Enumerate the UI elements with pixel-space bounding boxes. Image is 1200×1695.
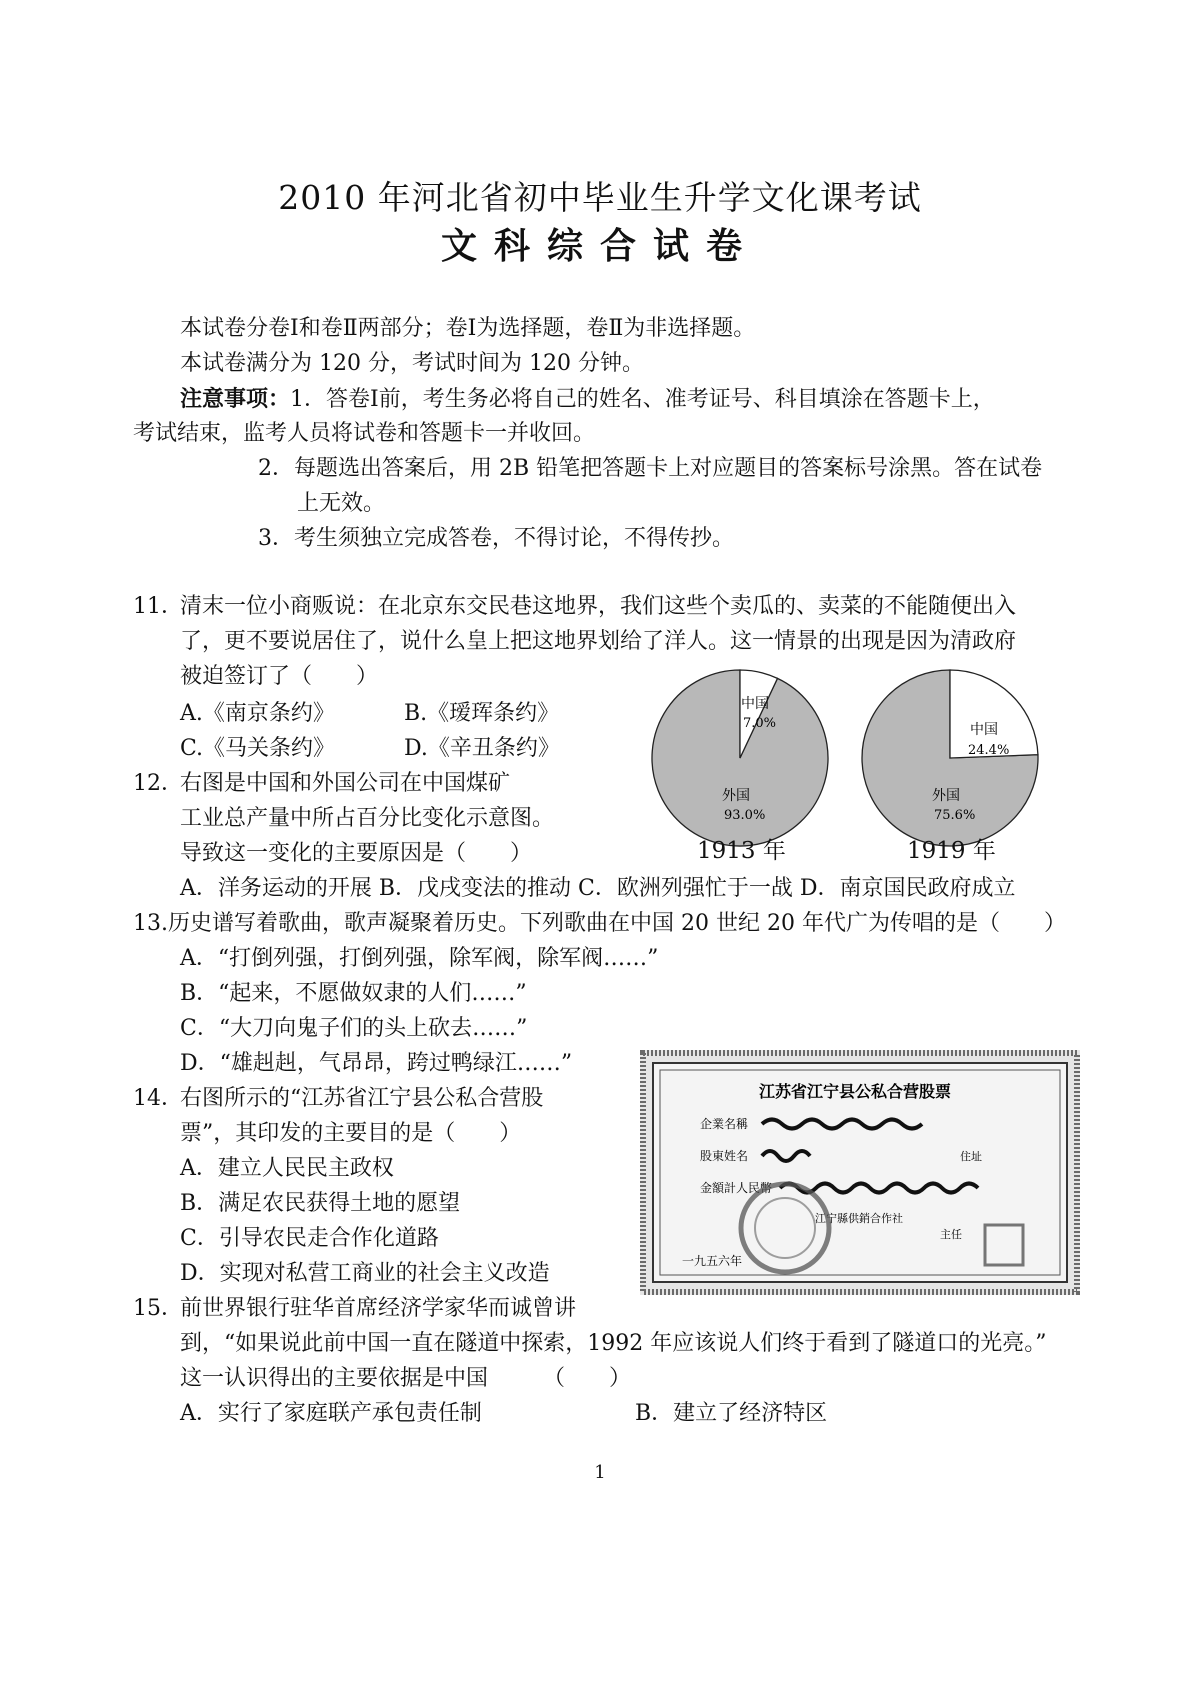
q14-option-d: D．实现对私营工商业的社会主义改造 xyxy=(180,1261,550,1286)
certificate-heading: 江苏省江宁县公私合营股票 xyxy=(758,1082,952,1101)
q13-option-a: A．“打倒列强，打倒列强，除军阀，除军阀……” xyxy=(180,946,659,971)
q13-option-c: C．“大刀向鬼子们的头上砍去……” xyxy=(180,1016,528,1041)
q14-line-1: 右图所示的“江苏省江宁县公私合营股 xyxy=(180,1086,544,1111)
q13-option-b: B．“起来，不愿做奴隶的人们……” xyxy=(180,981,527,1006)
q14-number: 14． xyxy=(133,1086,183,1111)
pie-1919-caption: 1919 年 xyxy=(907,838,996,864)
certificate-row-2-right: 住址 xyxy=(960,1150,982,1163)
q12-line-3: 导致这一变化的主要原因是（ ） xyxy=(180,841,533,866)
q15-number: 15． xyxy=(133,1296,183,1321)
q14-option-b: B．满足农民获得土地的愿望 xyxy=(180,1191,461,1216)
certificate-date: 一九五六年 xyxy=(682,1254,743,1268)
certificate-row-1: 企業名稱 xyxy=(700,1117,749,1131)
q13-option-d: D．“雄赳赳，气昂昂，跨过鸭绿江……” xyxy=(180,1051,573,1076)
note-2a: 2．每题选出答案后，用 2B 铅笔把答题卡上对应题目的答案标号涂黑。答在试卷 xyxy=(258,456,1043,481)
q11-number: 11． xyxy=(133,594,183,619)
intro-line-1: 本试卷分卷Ⅰ和卷Ⅱ两部分；卷Ⅰ为选择题，卷Ⅱ为非选择题。 xyxy=(180,316,756,341)
q15-line-3: 这一认识得出的主要依据是中国 （ ） xyxy=(180,1366,632,1391)
q11-line-3: 被迫签订了（ ） xyxy=(180,664,379,689)
exam-subtitle: 文科综合试卷 xyxy=(440,225,759,267)
note-1b: 考试结束，监考人员将试卷和答题卡一并收回。 xyxy=(133,421,596,446)
note-2b: 上无效。 xyxy=(297,491,386,516)
pie-1913-foreign-value: 93.0% xyxy=(724,808,766,823)
note-1a: 1．答卷Ⅰ前，考生务必将自己的姓名、准考证号、科目填涂在答题卡上， xyxy=(290,387,995,412)
pie-1919-foreign-value: 75.6% xyxy=(934,808,976,823)
pie-1913-foreign-label: 外国 xyxy=(722,788,750,804)
q11-line-2: 了，更不要说居住了，说什么皇上把这地界划给了洋人。这一情景的出现是因为清政府 xyxy=(180,629,1017,654)
pie-1913-caption: 1913 年 xyxy=(697,838,786,864)
pie-1919-foreign-label: 外国 xyxy=(932,788,960,804)
certificate-row-3: 金額計人民幣 xyxy=(700,1181,773,1195)
exam-title: 2010 年河北省初中毕业生升学文化课考试 xyxy=(278,178,922,217)
q11-line-1: 清末一位小商贩说：在北京东交民巷这地界，我们这些个卖瓜的、卖菜的不能随便出入 xyxy=(180,594,1017,619)
notes-label: 注意事项： xyxy=(180,386,291,412)
certificate-row-2: 股東姓名 xyxy=(700,1149,749,1163)
q13-number: 13. xyxy=(133,911,168,936)
q15-option-a: A．实行了家庭联产承包责任制 xyxy=(180,1401,482,1426)
notes-line-1 xyxy=(180,382,995,417)
q14-line-2: 票”，其印发的主要目的是（ ） xyxy=(180,1121,522,1146)
pie-chart-1919 xyxy=(862,670,1038,846)
q11-option-b: B.《瑷珲条约》 xyxy=(404,701,560,726)
certificate-row-4: 江宁縣供銷合作社 xyxy=(815,1212,903,1225)
pie-1919-china-label: 中国 xyxy=(970,722,998,738)
q13-line-1: 历史谱写着歌曲，歌声凝聚着历史。下列歌曲在中国 20 世纪 20 年代广为传唱的是（ ） xyxy=(168,911,1066,936)
pie-chart-1913 xyxy=(652,670,828,846)
q14-option-a: A．建立人民民主政权 xyxy=(180,1156,394,1181)
q11-option-d: D.《辛丑条约》 xyxy=(404,736,560,761)
stock-certificate-image xyxy=(640,1050,1080,1295)
q15-line-1: 前世界银行驻华首席经济学家华而诚曾讲 xyxy=(180,1296,577,1321)
q14-option-c: C．引导农民走合作化道路 xyxy=(180,1226,439,1251)
note-3: 3．考生须独立完成答卷，不得讨论，不得传抄。 xyxy=(258,526,734,551)
q12-options: A．洋务运动的开展 B．戊戌变法的推动 C．欧洲列强忙于一战 D．南京国民政府成立 xyxy=(180,876,1016,901)
q11-option-a: A.《南京条约》 xyxy=(180,701,335,726)
q12-number: 12． xyxy=(133,771,183,796)
q12-line-2: 工业总产量中所占百分比变化示意图。 xyxy=(180,806,555,831)
q15-option-b: B．建立了经济特区 xyxy=(635,1401,828,1426)
q12-line-1: 右图是中国和外国公司在中国煤矿 xyxy=(180,771,511,796)
q15-line-2: 到，“如果说此前中国一直在隧道中探索，1992 年应该说人们终于看到了隧道口的光亮。” xyxy=(180,1331,1047,1356)
pie-1913-china-value: 7.0% xyxy=(743,716,777,731)
page-number: 1 xyxy=(594,1462,606,1483)
q11-option-c: C.《马关条约》 xyxy=(180,736,336,761)
pie-1919-china-value: 24.4% xyxy=(968,743,1010,758)
intro-line-2: 本试卷满分为 120 分，考试时间为 120 分钟。 xyxy=(180,351,644,376)
pie-1913-china-label: 中国 xyxy=(741,696,769,712)
certificate-row-4-right: 主任 xyxy=(940,1228,962,1241)
